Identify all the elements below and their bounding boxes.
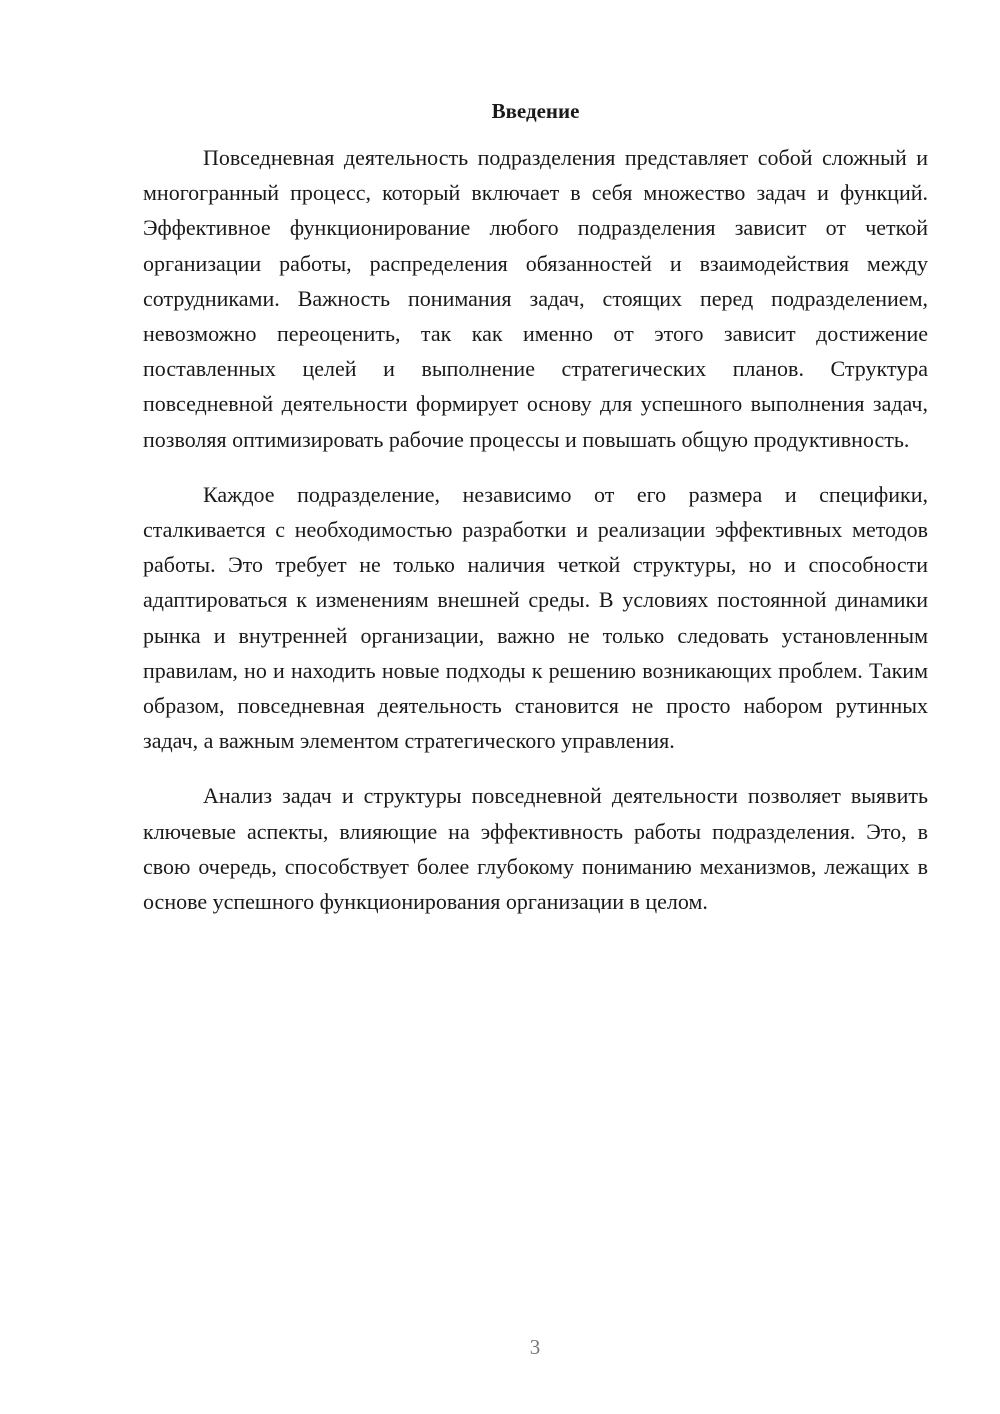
page-content [143,96,928,939]
paragraph-1: Повседневная деятельность подразделения представляет собой сложный и многогранный процесс, который включает в себя множество задач и функций. Эффективное функционирование любого подразделения зависит от четкой организации работы, распределения обязанностей и взаимодействия между сотрудниками. Важность понимания задач, стоящих перед подразделением, невозможно переоценить, так как именно от этого зависит достижение поставленных целей и выполнение стратегических планов. Структура повседневной деятельности формирует основу для успешного выполнения задач, позволяя оптимизировать рабочие процессы и повышать общую продуктивность. [143,145,928,452]
paragraph-2: Каждое подразделение, независимо от его размера и специфики, сталкивается с необходимостью разработки и реализации эффективных методов работы. Это требует не только наличия четкой структуры, но и способности адаптироваться к изменениям внешней среды. В условиях постоянной динамики рынка и внутренней организации, важно не только следовать установленным правилам, но и находить новые подходы к решению возникающих проблем. Таким образом, повседневная деятельность становится не просто набором рутинных задач, а важным элементом стратегического управления. [143,481,928,754]
section-title: Введение [491,99,580,123]
paragraph-3: Анализ задач и структуры повседневной деятельности позволяет выявить ключевые аспекты, влияющие на эффективность работы подразделения. Это, в свою очередь, способствует более глубокому пониманию механизмов, лежащих в основе успешного функционирования организации в целом. [143,783,928,915]
page-number: 3 [529,1335,541,1359]
